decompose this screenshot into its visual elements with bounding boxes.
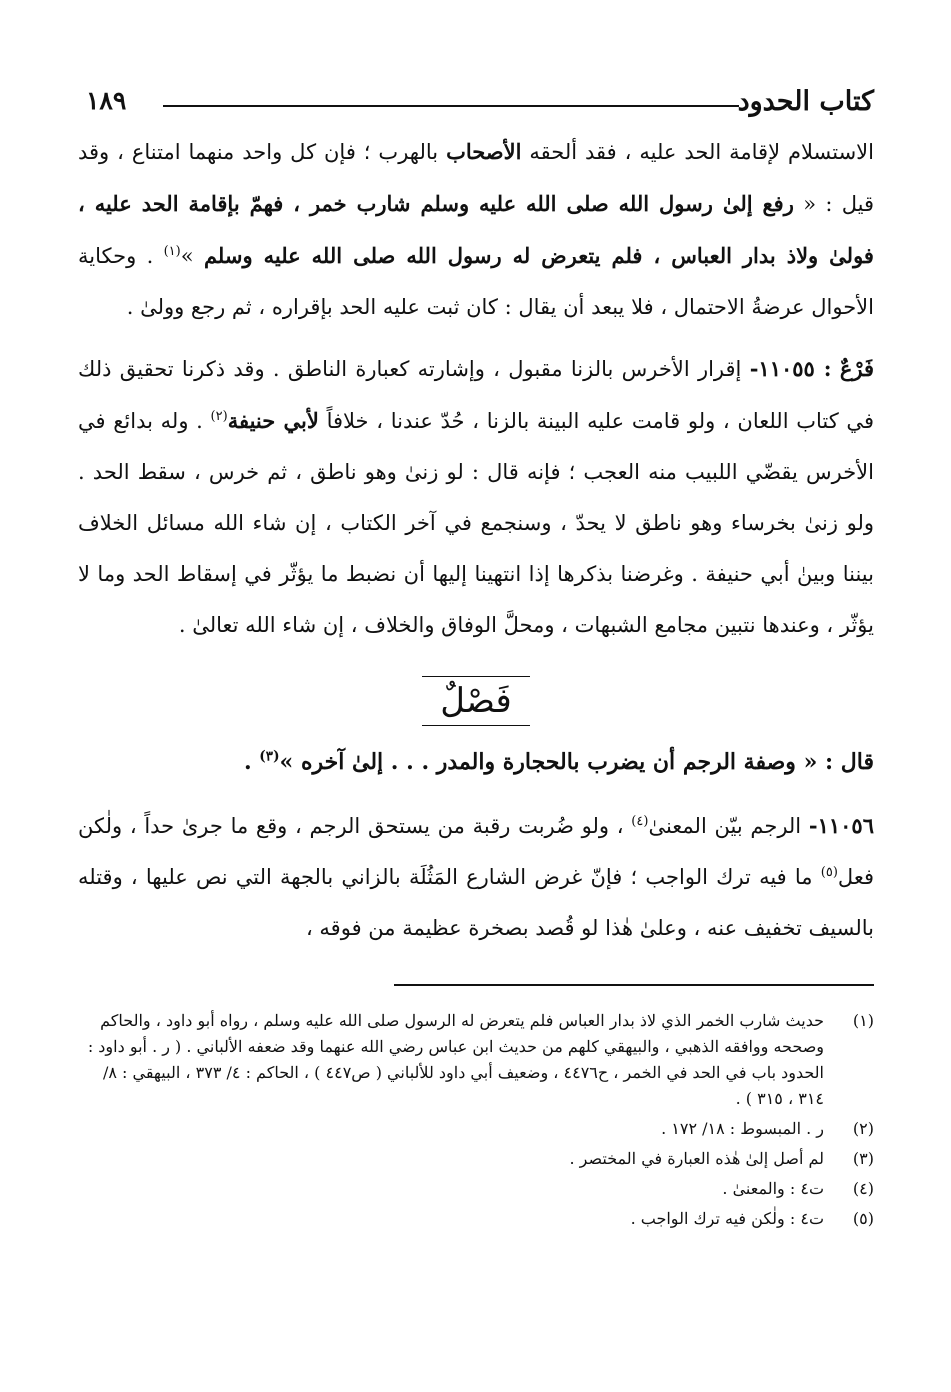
p2-abu-hanifa: لأبي حنيفة [227,408,319,433]
footnote-text: حديث شارب الخمر الذي لاذ بدار العباس فلم يتعرض له الرسول صلى الله عليه وسلم ، رواه أبو داود ، والحاكم وصححه ووافقه الذهبي ، والبيهقي كلهم من حديث ابن عباس رضي الله عنهما وقد ضعفه الألباني . ( ر . أبو داود : الحدود باب في الحد في الخمر ، ح٤٤٧٦ ، وضعيف أبي داود للألباني ( ص٤٤٧ ) ، الحاكم : ٤/ ٣٧٣ ، البيهقي : ٨/ ٣١٤ ، ٣١٥ ) . [87,1011,824,1108]
quote-close: » [279,749,294,775]
footnote-ref-3[interactable]: (٣) [259,748,280,765]
footnote-text: ت٤ : والمعنىٰ . [722,1179,824,1198]
footnote-text: ت٤ : ولٰكن فيه ترك الواجب . [630,1209,824,1228]
p1-ashab: الأصحاب [446,139,522,164]
main-text [78,126,874,954]
p1-close-quote: » [180,244,194,268]
paragraph-3 [78,800,874,954]
p1-intro: الاستسلام لإقامة الحد عليه ، فقد ألحقه [529,140,874,164]
footnote-text: لم أصل إلىٰ هٰذه العبارة في المختصر . [569,1149,824,1168]
p2-text-a: إقرار الأخرس بالزنا مقبول ، وإشارته كعبارة الناطق . وقد ذكرنا تحقيق ذلك في كتاب اللعان ، ولو قامت عليه البينة بالزنا ، حُدّ عندنا ، خلافاً [78,357,874,433]
p3-text-b: ، ولو ضُربت رقبة من يستحق الرجم ، وقع ما جرىٰ حداً ، ولٰكن فعل [78,814,874,889]
footnote-number: (٣) [852,1149,874,1168]
header-rule [163,105,739,107]
footnote-2 [78,1116,874,1142]
section-heading: فَصْلٌ [422,676,530,726]
entry-number-11055: : ١١٠٥٥- [749,356,832,381]
quoted-statement [78,737,874,788]
p1-after: بالهرب ؛ فإن كل واحد منهما امتناع ، وقد قيل : « [78,140,874,216]
footnote-ref-5[interactable]: (٥) [820,865,838,880]
footnote-rule [394,984,874,986]
entry-number-11056: ١١٠٥٦- [808,813,874,838]
p1-hadith: رفع إلىٰ رسول الله صلى الله عليه وسلم شارب خمر ، فهمّ بإقامة الحد عليه ، فولىٰ ولاذ بدار العباس ، فلم يتعرض له رسول الله صلى الله عليه وسلم [78,191,874,268]
branch-label: فَرْعٌ [839,356,874,381]
page-number: ١٨٩ [86,86,127,115]
footnotes [78,1008,874,1236]
section-ornament [78,669,874,733]
p3-text-c: ما فيه ترك الواجب ؛ فإنّ غرض الشارع المَثُلَة بالزاني بالجهة التي نص عليها ، وقتله بالسيف تخفيف عنه ، وعلىٰ هٰذا لو قُصد بصخرة عظيمة من فوقه ، [78,865,874,940]
book-page [78,80,874,1370]
p2-text-b: . وله بدائع في الأخرس يقضّي اللبيب منه العجب ؛ فإنه قال : لو زنىٰ وهو ناطق ، ثم خرس ، سقط الحد . ولو زنىٰ بخرساء وهو ناطق لا يحدّ ، وسنجمع في آخر الكتاب ، إن شاء الله مسائل الخلاف بيننا وبينٰ أبي حنيفة . وغرضنا بذكرها إذا انتهينا إليها أن نضبط ما يؤثّر في إسقاط الحد وما لا يؤثّر ، وعندها نتبين مجامع الشبهات ، ومحلَّ الوفاق والخلاف ، إن شاء الله تعالىٰ . [78,409,874,637]
quote-text: وصفة الرجم أن يضرب بالحجارة والمدر . . . إلىٰ آخره [300,749,796,775]
footnote-text: ر . المبسوط : ١٨/ ١٧٢ . [661,1119,824,1138]
footnote-number: (٤) [852,1179,874,1198]
paragraph-1 [78,126,874,333]
page-header [78,80,874,124]
quote-intro: قال : « [803,749,874,775]
paragraph-2 [78,343,874,651]
footnote-number: (٥) [852,1209,874,1228]
footnote-ref-4[interactable]: (٤) [631,814,649,829]
quote-end: . [243,749,252,775]
footnote-3 [78,1146,874,1172]
footnote-1 [78,1008,874,1112]
footnote-number: (١) [852,1011,874,1030]
footnote-ref-2[interactable]: (٢) [210,409,228,424]
footnote-number: (٢) [852,1119,874,1138]
footnote-4 [78,1176,874,1202]
footnote-ref-1[interactable]: (١) [163,244,181,259]
running-head: كتاب الحدود [737,86,874,117]
footnote-5 [78,1206,874,1232]
p1-tail: . وحكاية الأحوال عرضةُ الاحتمال ، فلا يبعد أن يقال : كان ثبت عليه الحد بإقراره ، ثم رجع وولىٰ . [78,244,874,319]
p3-text-a: الرجم بيّن المعنىٰ [648,814,802,838]
